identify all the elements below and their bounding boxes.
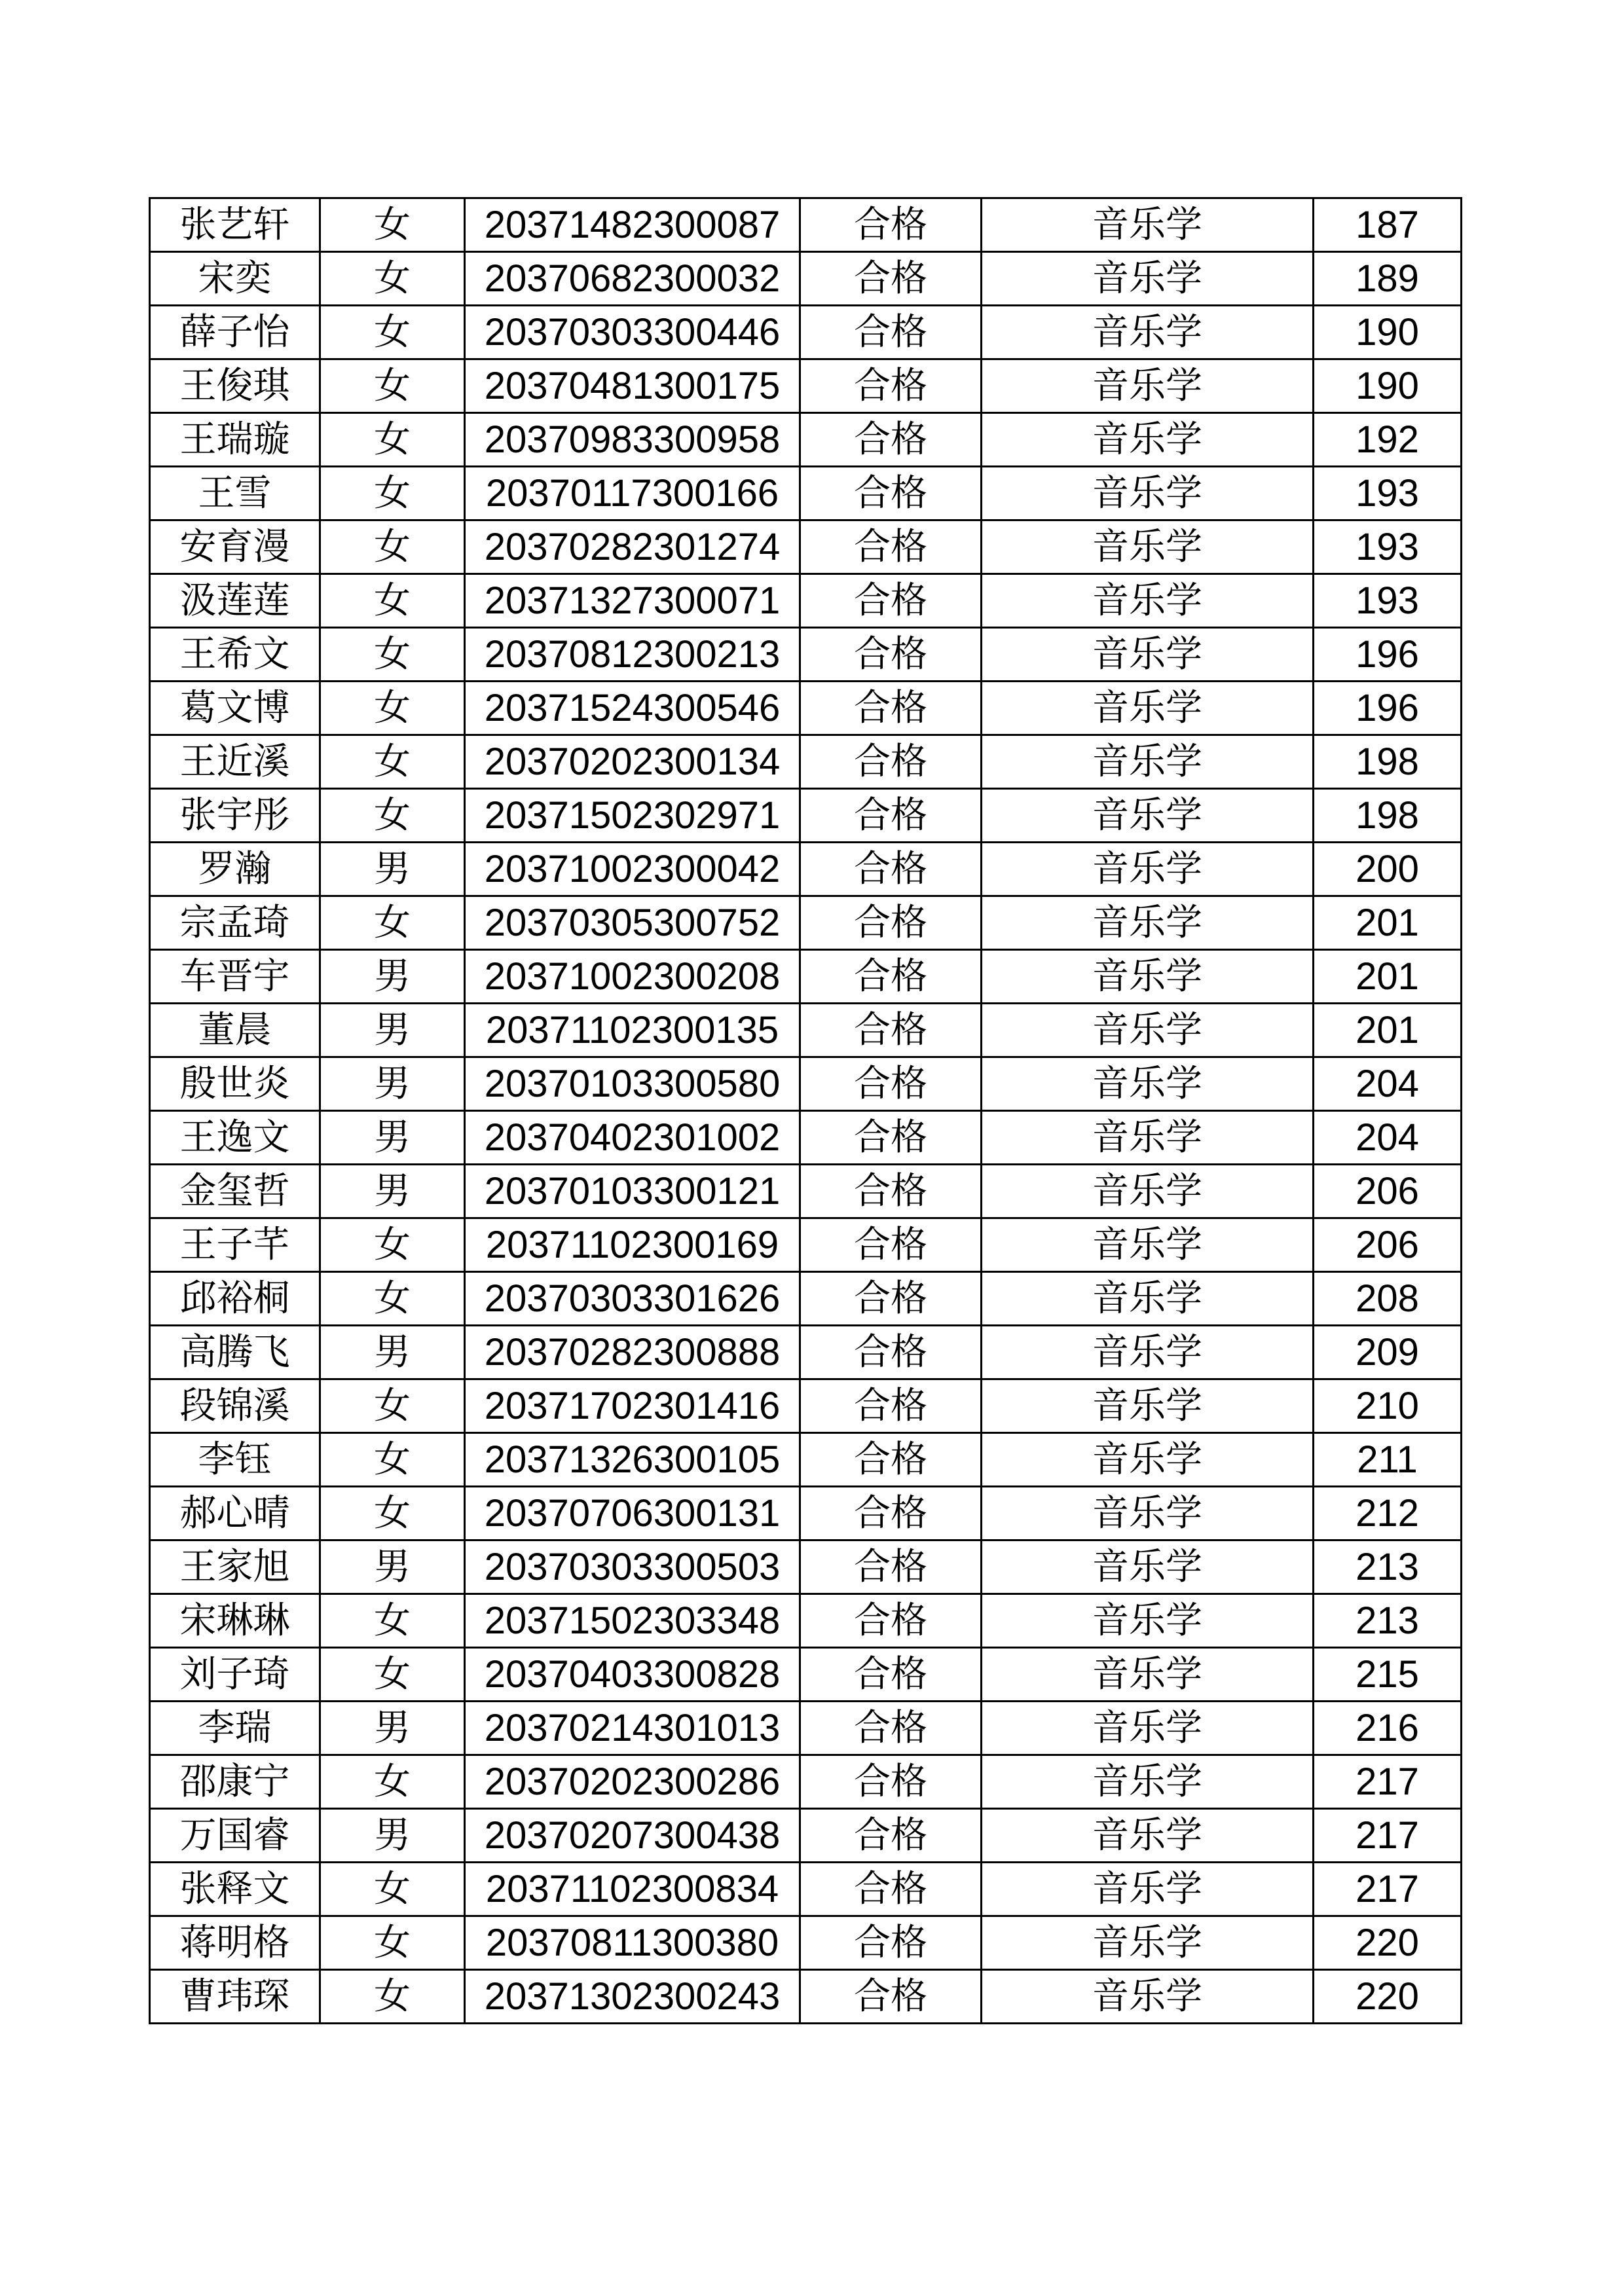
student-name-cell: 刘子琦: [150, 1648, 320, 1702]
student-name-cell: 宋琳琳: [150, 1594, 320, 1648]
exam-number-cell: 20371002300042: [465, 843, 800, 896]
result-cell: 合格: [800, 1433, 982, 1487]
student-name-cell: 郝心晴: [150, 1487, 320, 1540]
table-row: [150, 413, 1462, 467]
student-name-cell: 李瑞: [150, 1702, 320, 1755]
score-cell: 206: [1314, 1165, 1462, 1218]
student-name-cell: 王瑞璇: [150, 413, 320, 467]
student-name-cell: 罗瀚: [150, 843, 320, 896]
exam-number-cell: 20370983300958: [465, 413, 800, 467]
gender-cell: 女: [320, 1487, 465, 1540]
result-cell: 合格: [800, 520, 982, 574]
exam-number-cell: 20370403300828: [465, 1648, 800, 1702]
major-cell: 音乐学: [982, 1970, 1314, 2024]
result-cell: 合格: [800, 1755, 982, 1809]
table-row: [150, 574, 1462, 628]
score-cell: 204: [1314, 1111, 1462, 1165]
score-cell: 213: [1314, 1540, 1462, 1594]
student-name-cell: 万国睿: [150, 1809, 320, 1863]
exam-number-cell: 20370303300446: [465, 306, 800, 359]
table-row: [150, 306, 1462, 359]
result-cell: 合格: [800, 735, 982, 789]
table-row: [150, 1111, 1462, 1165]
student-name-cell: 金玺哲: [150, 1165, 320, 1218]
result-cell: 合格: [800, 1487, 982, 1540]
score-cell: 200: [1314, 843, 1462, 896]
gender-cell: 女: [320, 628, 465, 682]
table-row: [150, 843, 1462, 896]
score-cell: 210: [1314, 1379, 1462, 1433]
table-row: [150, 896, 1462, 950]
table-row: [150, 1057, 1462, 1111]
student-name-cell: 王俊琪: [150, 359, 320, 413]
gender-cell: 男: [320, 843, 465, 896]
gender-cell: 女: [320, 306, 465, 359]
gender-cell: 女: [320, 682, 465, 735]
result-cell: 合格: [800, 1702, 982, 1755]
major-cell: 音乐学: [982, 1863, 1314, 1916]
gender-cell: 男: [320, 1165, 465, 1218]
exam-number-cell: 20371102300169: [465, 1218, 800, 1272]
gender-cell: 女: [320, 1272, 465, 1326]
score-cell: 198: [1314, 735, 1462, 789]
major-cell: 音乐学: [982, 1540, 1314, 1594]
major-cell: 音乐学: [982, 413, 1314, 467]
gender-cell: 男: [320, 1326, 465, 1379]
table-row: [150, 628, 1462, 682]
table-row: [150, 1648, 1462, 1702]
result-cell: 合格: [800, 359, 982, 413]
major-cell: 音乐学: [982, 359, 1314, 413]
student-name-cell: 邱裕桐: [150, 1272, 320, 1326]
major-cell: 音乐学: [982, 1809, 1314, 1863]
exam-number-cell: 20370202300286: [465, 1755, 800, 1809]
table-row: [150, 1970, 1462, 2024]
major-cell: 音乐学: [982, 1272, 1314, 1326]
table-row: [150, 1702, 1462, 1755]
gender-cell: 女: [320, 467, 465, 520]
score-cell: 193: [1314, 467, 1462, 520]
major-cell: 音乐学: [982, 520, 1314, 574]
student-name-cell: 车晋宇: [150, 950, 320, 1004]
exam-number-cell: 20371702301416: [465, 1379, 800, 1433]
major-cell: 音乐学: [982, 467, 1314, 520]
score-cell: 204: [1314, 1057, 1462, 1111]
result-cell: 合格: [800, 1111, 982, 1165]
student-name-cell: 王子芊: [150, 1218, 320, 1272]
gender-cell: 女: [320, 359, 465, 413]
result-cell: 合格: [800, 306, 982, 359]
gender-cell: 男: [320, 1809, 465, 1863]
result-cell: 合格: [800, 1970, 982, 2024]
score-cell: 192: [1314, 413, 1462, 467]
gender-cell: 女: [320, 198, 465, 252]
table-row: [150, 950, 1462, 1004]
exam-number-cell: 20370282300888: [465, 1326, 800, 1379]
exam-number-cell: 20371482300087: [465, 198, 800, 252]
exam-number-cell: 20370811300380: [465, 1916, 800, 1970]
student-name-cell: 蒋明格: [150, 1916, 320, 1970]
exam-number-cell: 20370305300752: [465, 896, 800, 950]
student-name-cell: 汲莲莲: [150, 574, 320, 628]
result-cell: 合格: [800, 789, 982, 843]
result-cell: 合格: [800, 1540, 982, 1594]
exam-number-cell: 20370812300213: [465, 628, 800, 682]
table-row: [150, 1433, 1462, 1487]
result-cell: 合格: [800, 1272, 982, 1326]
student-name-cell: 高腾飞: [150, 1326, 320, 1379]
results-table-body: [150, 198, 1462, 2024]
student-name-cell: 宗孟琦: [150, 896, 320, 950]
score-cell: 201: [1314, 950, 1462, 1004]
major-cell: 音乐学: [982, 950, 1314, 1004]
exam-number-cell: 20370103300580: [465, 1057, 800, 1111]
exam-number-cell: 20371302300243: [465, 1970, 800, 2024]
score-cell: 193: [1314, 574, 1462, 628]
student-name-cell: 段锦溪: [150, 1379, 320, 1433]
student-name-cell: 曹玮琛: [150, 1970, 320, 2024]
gender-cell: 女: [320, 1433, 465, 1487]
table-row: [150, 1755, 1462, 1809]
major-cell: 音乐学: [982, 735, 1314, 789]
student-name-cell: 安育漫: [150, 520, 320, 574]
score-cell: 211: [1314, 1433, 1462, 1487]
exam-number-cell: 20370103300121: [465, 1165, 800, 1218]
gender-cell: 女: [320, 789, 465, 843]
exam-number-cell: 20370282301274: [465, 520, 800, 574]
student-name-cell: 邵康宁: [150, 1755, 320, 1809]
major-cell: 音乐学: [982, 1648, 1314, 1702]
gender-cell: 男: [320, 1057, 465, 1111]
major-cell: 音乐学: [982, 1594, 1314, 1648]
table-row: [150, 198, 1462, 252]
score-cell: 190: [1314, 306, 1462, 359]
major-cell: 音乐学: [982, 1487, 1314, 1540]
major-cell: 音乐学: [982, 1057, 1314, 1111]
table-row: [150, 1863, 1462, 1916]
major-cell: 音乐学: [982, 682, 1314, 735]
gender-cell: 男: [320, 1702, 465, 1755]
gender-cell: 男: [320, 1004, 465, 1057]
score-cell: 213: [1314, 1594, 1462, 1648]
student-name-cell: 张艺轩: [150, 198, 320, 252]
gender-cell: 女: [320, 896, 465, 950]
exam-number-cell: 20371102300135: [465, 1004, 800, 1057]
score-cell: 206: [1314, 1218, 1462, 1272]
major-cell: 音乐学: [982, 1326, 1314, 1379]
exam-number-cell: 20370207300438: [465, 1809, 800, 1863]
gender-cell: 女: [320, 1594, 465, 1648]
result-cell: 合格: [800, 1057, 982, 1111]
exam-number-cell: 20370706300131: [465, 1487, 800, 1540]
major-cell: 音乐学: [982, 1379, 1314, 1433]
major-cell: 音乐学: [982, 1004, 1314, 1057]
gender-cell: 女: [320, 413, 465, 467]
major-cell: 音乐学: [982, 1433, 1314, 1487]
exam-number-cell: 20371502303348: [465, 1594, 800, 1648]
major-cell: 音乐学: [982, 1218, 1314, 1272]
result-cell: 合格: [800, 467, 982, 520]
major-cell: 音乐学: [982, 574, 1314, 628]
result-cell: 合格: [800, 1004, 982, 1057]
major-cell: 音乐学: [982, 789, 1314, 843]
major-cell: 音乐学: [982, 843, 1314, 896]
student-name-cell: 王逸文: [150, 1111, 320, 1165]
score-cell: 201: [1314, 1004, 1462, 1057]
result-cell: 合格: [800, 1594, 982, 1648]
table-row: [150, 520, 1462, 574]
result-cell: 合格: [800, 574, 982, 628]
score-cell: 187: [1314, 198, 1462, 252]
exam-number-cell: 20370303300503: [465, 1540, 800, 1594]
table-row: [150, 682, 1462, 735]
score-cell: 212: [1314, 1487, 1462, 1540]
score-cell: 196: [1314, 682, 1462, 735]
score-cell: 193: [1314, 520, 1462, 574]
table-row: [150, 1004, 1462, 1057]
student-name-cell: 薛子怡: [150, 306, 320, 359]
exam-number-cell: 20370481300175: [465, 359, 800, 413]
result-cell: 合格: [800, 896, 982, 950]
score-cell: 189: [1314, 252, 1462, 306]
major-cell: 音乐学: [982, 1916, 1314, 1970]
gender-cell: 女: [320, 1916, 465, 1970]
exam-number-cell: 20371326300105: [465, 1433, 800, 1487]
gender-cell: 男: [320, 1111, 465, 1165]
score-cell: 220: [1314, 1970, 1462, 2024]
major-cell: 音乐学: [982, 1111, 1314, 1165]
student-name-cell: 宋奕: [150, 252, 320, 306]
result-cell: 合格: [800, 1648, 982, 1702]
score-cell: 217: [1314, 1755, 1462, 1809]
result-cell: 合格: [800, 1863, 982, 1916]
table-row: [150, 1594, 1462, 1648]
exam-number-cell: 20371327300071: [465, 574, 800, 628]
table-row: [150, 1326, 1462, 1379]
result-cell: 合格: [800, 1809, 982, 1863]
student-name-cell: 王雪: [150, 467, 320, 520]
gender-cell: 男: [320, 950, 465, 1004]
exam-number-cell: 20370214301013: [465, 1702, 800, 1755]
exam-number-cell: 20371002300208: [465, 950, 800, 1004]
score-cell: 196: [1314, 628, 1462, 682]
table-row: [150, 1916, 1462, 1970]
gender-cell: 女: [320, 1863, 465, 1916]
score-cell: 217: [1314, 1863, 1462, 1916]
major-cell: 音乐学: [982, 198, 1314, 252]
exam-number-cell: 20370682300032: [465, 252, 800, 306]
table-row: [150, 1540, 1462, 1594]
result-cell: 合格: [800, 1379, 982, 1433]
result-cell: 合格: [800, 1916, 982, 1970]
student-name-cell: 张释文: [150, 1863, 320, 1916]
table-row: [150, 789, 1462, 843]
student-name-cell: 葛文博: [150, 682, 320, 735]
table-row: [150, 1809, 1462, 1863]
gender-cell: 女: [320, 735, 465, 789]
result-cell: 合格: [800, 628, 982, 682]
gender-cell: 女: [320, 1218, 465, 1272]
results-table: [149, 197, 1462, 2024]
score-cell: 208: [1314, 1272, 1462, 1326]
result-cell: 合格: [800, 1326, 982, 1379]
student-name-cell: 张宇彤: [150, 789, 320, 843]
score-cell: 201: [1314, 896, 1462, 950]
gender-cell: 女: [320, 1755, 465, 1809]
student-name-cell: 董晨: [150, 1004, 320, 1057]
gender-cell: 女: [320, 252, 465, 306]
exam-number-cell: 20370202300134: [465, 735, 800, 789]
result-cell: 合格: [800, 413, 982, 467]
major-cell: 音乐学: [982, 896, 1314, 950]
result-cell: 合格: [800, 1165, 982, 1218]
student-name-cell: 王家旭: [150, 1540, 320, 1594]
table-row: [150, 1272, 1462, 1326]
table-row: [150, 1165, 1462, 1218]
gender-cell: 男: [320, 1540, 465, 1594]
major-cell: 音乐学: [982, 1755, 1314, 1809]
major-cell: 音乐学: [982, 306, 1314, 359]
score-cell: 190: [1314, 359, 1462, 413]
major-cell: 音乐学: [982, 252, 1314, 306]
result-cell: 合格: [800, 198, 982, 252]
student-name-cell: 李钰: [150, 1433, 320, 1487]
table-row: [150, 1487, 1462, 1540]
score-cell: 198: [1314, 789, 1462, 843]
table-row: [150, 467, 1462, 520]
exam-number-cell: 20371502302971: [465, 789, 800, 843]
student-name-cell: 王希文: [150, 628, 320, 682]
table-row: [150, 735, 1462, 789]
gender-cell: 女: [320, 1379, 465, 1433]
table-row: [150, 1218, 1462, 1272]
score-cell: 209: [1314, 1326, 1462, 1379]
gender-cell: 女: [320, 1648, 465, 1702]
exam-number-cell: 20371524300546: [465, 682, 800, 735]
student-name-cell: 王近溪: [150, 735, 320, 789]
result-cell: 合格: [800, 682, 982, 735]
major-cell: 音乐学: [982, 628, 1314, 682]
table-row: [150, 359, 1462, 413]
result-cell: 合格: [800, 950, 982, 1004]
table-row: [150, 252, 1462, 306]
exam-number-cell: 20370402301002: [465, 1111, 800, 1165]
exam-number-cell: 20371102300834: [465, 1863, 800, 1916]
result-cell: 合格: [800, 252, 982, 306]
result-cell: 合格: [800, 843, 982, 896]
score-cell: 220: [1314, 1916, 1462, 1970]
score-cell: 216: [1314, 1702, 1462, 1755]
exam-number-cell: 20370303301626: [465, 1272, 800, 1326]
gender-cell: 女: [320, 520, 465, 574]
gender-cell: 女: [320, 1970, 465, 2024]
result-cell: 合格: [800, 1218, 982, 1272]
major-cell: 音乐学: [982, 1702, 1314, 1755]
score-cell: 217: [1314, 1809, 1462, 1863]
score-cell: 215: [1314, 1648, 1462, 1702]
gender-cell: 女: [320, 574, 465, 628]
major-cell: 音乐学: [982, 1165, 1314, 1218]
table-row: [150, 1379, 1462, 1433]
exam-number-cell: 20370117300166: [465, 467, 800, 520]
student-name-cell: 殷世炎: [150, 1057, 320, 1111]
